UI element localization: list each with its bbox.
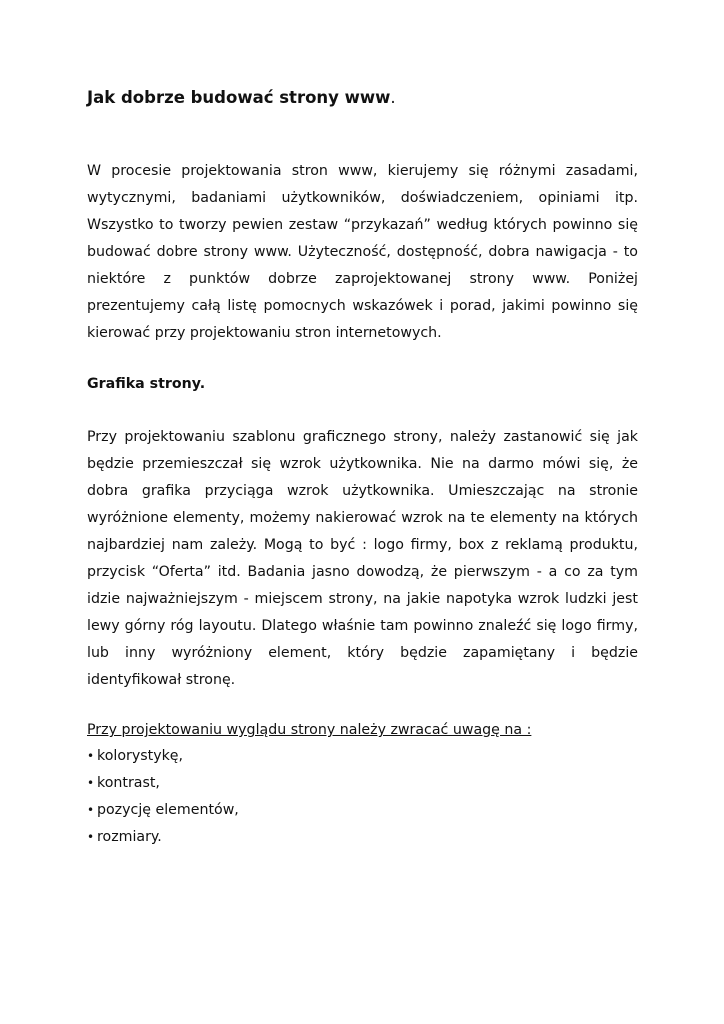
bullet-list — [87, 743, 239, 851]
list-item — [87, 824, 239, 851]
section-heading: Grafika strony. — [87, 376, 206, 392]
intro-paragraph: W procesie projektowania stron www, kierujemy się różnymi zasadami, wytycznymi, badaniami użytkowników, doświadczeniem, opiniami itp. Wszystko to tworzy pewien zestaw “przykazań” według których powinno się budować dobre strony www. Użyteczność, dostępność, dobra nawigacja - to niektóre z punktów dobrze zaprojektowanej strony www. Poniżej prezentujemy całą listę pomocnych wskazówek i porad, jakimi powinno się kierować przy projektowaniu stron internetowych. — [87, 163, 638, 341]
list-item-text: kontrast, — [97, 775, 160, 791]
bullet-icon: • — [87, 776, 95, 790]
document-title-text: Jak dobrze budować strony www — [87, 88, 391, 107]
list-item-text: pozycję elementów, — [97, 802, 239, 818]
bullet-icon: • — [87, 749, 95, 763]
document-title — [87, 86, 396, 110]
section-paragraph: Przy projektowaniu szablonu graficznego strony, należy zastanowić się jak będzie przemieszczał się wzrok użytkownika. Nie na darmo mówi się, że dobra grafika przyciąga wzrok użytkownika. Umieszczając na stronie wyróżnione elementy, możemy nakierować wzrok na te elementy na których najbardziej nam zależy. Mogą to być : logo firmy, box z reklamą produktu, przycisk “Oferta” itd. Badania jasno dowodzą, że pierwszym - a co za tym idzie najważniejszym - miejscem strony, na jakie napotyka wzrok ludzki jest lewy górny róg layoutu. Dlatego właśnie tam powinno znaleźć się logo firmy, lub inny wyróżniony element, który będzie zapamiętany i będzie identyfikował stronę. — [87, 429, 638, 688]
list-item-text: kolorystykę, — [97, 748, 184, 764]
bullet-icon: • — [87, 803, 95, 817]
list-item-text: rozmiary. — [97, 829, 162, 845]
bullet-icon: • — [87, 830, 95, 844]
list-item — [87, 743, 239, 770]
list-item — [87, 770, 239, 797]
list-item — [87, 797, 239, 824]
list-intro: Przy projektowaniu wyglądu strony należy zwracać uwagę na : — [87, 722, 532, 738]
document-title-suffix: . — [390, 88, 396, 107]
